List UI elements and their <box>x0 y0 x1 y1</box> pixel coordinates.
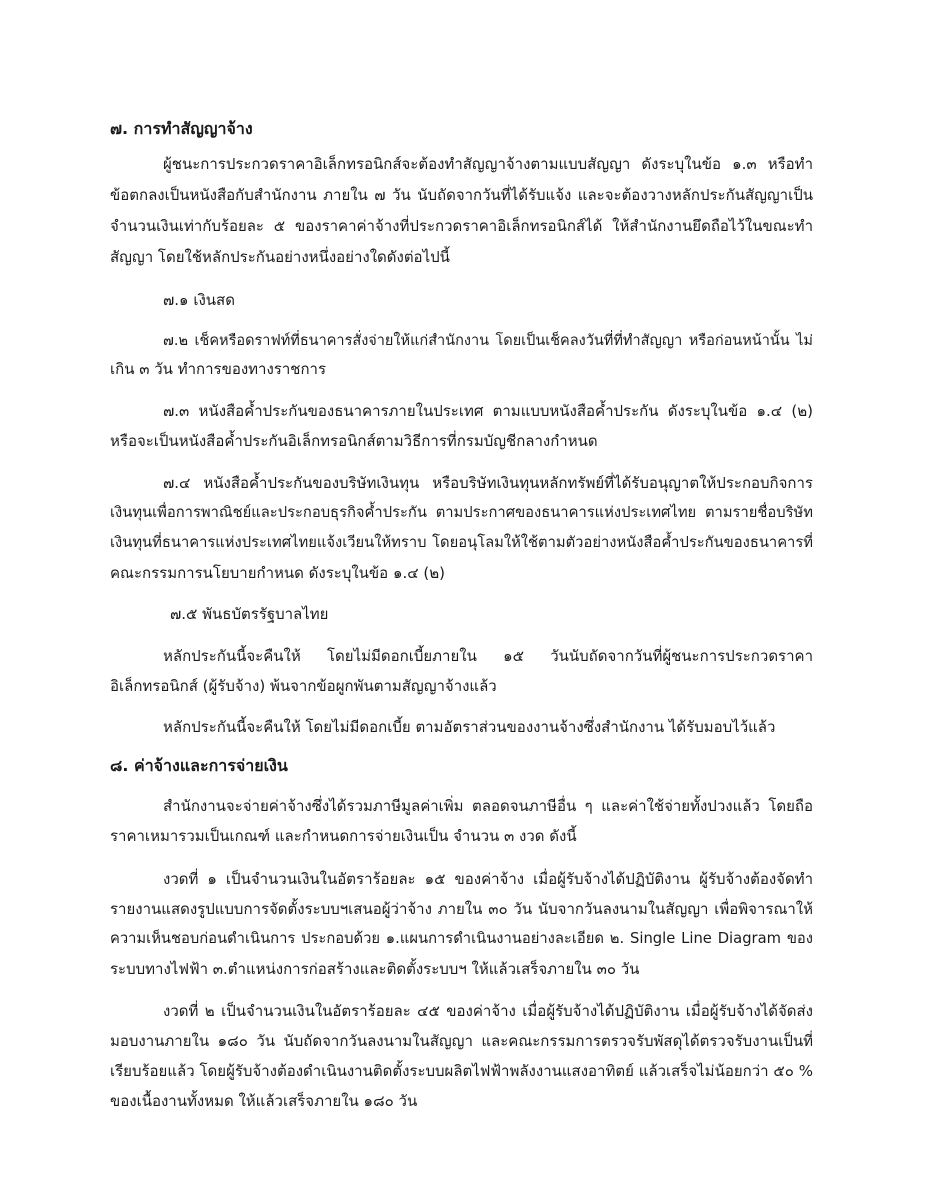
guarantee-return-line-1: หลักประกันนี้จะคืนให้ โดยไม่มีดอกเบี้ยภายใน ๑๕ วันนับถัดจากวันที่ผู้ชนะการประกวดราคา <box>163 647 813 665</box>
item-7-4-line-4: คณะกรรมการนโยบายกำหนด ดังระบุในข้อ ๑.๔ (๒) <box>110 564 445 582</box>
section-7-intro-line-3: จำนวนเงินเท่ากับร้อยละ ๕ ของราคาค่าจ้างที่ประกวดราคาอิเล็กทรอนิกส์ได้ ให้สำนักงานยึดถือไว้ในขณะทำ <box>110 217 813 235</box>
item-7-3-line-2: หรือจะเป็นหนังสือค้ำประกันอิเล็กทรอนิกส์ตามวิธีการที่กรมบัญชีกลางกำหนด <box>110 432 598 450</box>
item-7-2-line-1: ๗.๒ เช็คหรือดราฟท์ที่ธนาคารสั่งจ่ายให้แก่สำนักงาน โดยเป็นเช็คลงวันที่ที่ทำสัญญา หรือก่อนหน้านั้น ไม่ <box>163 333 813 349</box>
section-7-intro-line-4: สัญญา โดยใช้หลักประกันอย่างหนึ่งอย่างใดดังต่อไปนี้ <box>110 248 450 266</box>
item-7-3-line-1: ๗.๓ หนังสือค้ำประกันของธนาคารภายในประเทศ ตามแบบหนังสือค้ำประกัน ดังระบุในข้อ ๑.๔ (๒) <box>163 402 813 420</box>
section-8-heading: ๘. ค่าจ้างและการจ่ายเงิน <box>110 756 288 775</box>
installment-2-line-1: งวดที่ ๒ เป็นจำนวนเงินในอัตราร้อยละ ๔๕ ของค่าจ้าง เมื่อผู้รับจ้างได้ปฏิบัติงาน เมื่อผู้รับจ้างได้จัดส่ง <box>163 1002 813 1020</box>
section-8-intro-line-2: ราคาเหมารวมเป็นเกณฑ์ และกำหนดการจ่ายเงินเป็น จำนวน ๓ งวด ดังนี้ <box>110 827 577 845</box>
section-7-intro-line-2: ข้อตกลงเป็นหนังสือกับสำนักงาน ภายใน ๗ วัน นับถัดจากวันที่ได้รับแจ้ง และจะต้องวางหลักประกันสัญญาเป็น <box>110 186 813 204</box>
guarantee-return-proportional: หลักประกันนี้จะคืนให้ โดยไม่มีดอกเบี้ย ตามอัตราส่วนของงานจ้างซึ่งสำนักงาน ได้รับมอบไว้แล้ว <box>163 718 776 736</box>
item-7-1: ๗.๑ เงินสด <box>163 291 235 309</box>
item-7-4-line-3: เงินทุนที่ธนาคารแห่งประเทศไทยแจ้งเวียนให้ทราบ โดยอนุโลมให้ใช้ตามตัวอย่างหนังสือค้ำประกันของธนาคารที่ <box>110 534 813 551</box>
item-7-4-line-2: เงินทุนเพื่อการพาณิชย์และประกอบธุรกิจค้ำประกัน ตามประกาศของธนาคารแห่งประเทศไทย ตามรายชื่อบริษัท <box>110 504 813 521</box>
guarantee-return-line-2: อิเล็กทรอนิกส์ (ผู้รับจ้าง) พ้นจากข้อผูกพันตามสัญญาจ้างแล้ว <box>110 677 497 695</box>
item-7-5: ๗.๕ พันธบัตรรัฐบาลไทย <box>170 605 329 623</box>
installment-2-line-3: เรียบร้อยแล้ว โดยผู้รับจ้างต้องดำเนินงานติดตั้งระบบผลิตไฟฟ้าพลังงานแสงอาทิตย์ แล้วเสร็จไม่น้อยกว่า ๕๐ % <box>110 1062 813 1080</box>
item-7-2-line-2: เกิน ๓ วัน ทำการของทางราชการ <box>110 360 327 378</box>
item-7-4-line-1: ๗.๔ หนังสือค้ำประกันของบริษัทเงินทุน หรือบริษัทเงินทุนหลักทรัพย์ที่ได้รับอนุญาตให้ประกอบกิจการ <box>163 474 813 492</box>
section-7-heading: ๗. การทำสัญญาจ้าง <box>110 119 253 138</box>
installment-2-line-4: ของเนื้องานทั้งหมด ให้แล้วเสร็จภายใน ๑๘๐ วัน <box>110 1092 418 1110</box>
installment-1-line-2: รายงานแสดงรูปแบบการจัดตั้งระบบฯเสนอผู้ว่าจ้าง ภายใน ๓๐ วัน นับจากวันลงนามในสัญญา เพื่อพิจารณาให้ <box>110 900 813 918</box>
installment-1-line-3: ความเห็นชอบก่อนดำเนินการ ประกอบด้วย ๑.แผนการดำเนินงานอย่างละเอียด ๒. Single Line Diagram ของ <box>110 930 813 947</box>
installment-1-line-4: ระบบทางไฟฟ้า ๓.ตำแหน่งการก่อสร้างและติดตั้งระบบฯ ให้แล้วเสร็จภายใน ๓๐ วัน <box>110 960 640 978</box>
installment-1-line-1: งวดที่ ๑ เป็นจำนวนเงินในอัตราร้อยละ ๑๕ ของค่าจ้าง เมื่อผู้รับจ้างได้ปฏิบัติงาน ผู้รับจ้างต้องจัดทำ <box>163 870 813 888</box>
section-7-intro-line-1: ผู้ชนะการประกวดราคาอิเล็กทรอนิกส์จะต้องทำสัญญาจ้างตามแบบสัญญา ดังระบุในข้อ ๑.๓ หรือทำ <box>163 155 813 173</box>
installment-2-line-2: มอบงานภายใน ๑๘๐ วัน นับถัดจากวันลงนามในสัญญา และคณะกรรมการตรวจรับพัสดุได้ตรวจรับงานเป็นที่ <box>110 1032 813 1050</box>
section-8-intro-line-1: สำนักงานจะจ่ายค่าจ้างซึ่งได้รวมภาษีมูลค่าเพิ่ม ตลอดจนภาษีอื่น ๆ และค่าใช้จ่ายทั้งปวงแล้ว โดยถือ <box>163 797 813 815</box>
